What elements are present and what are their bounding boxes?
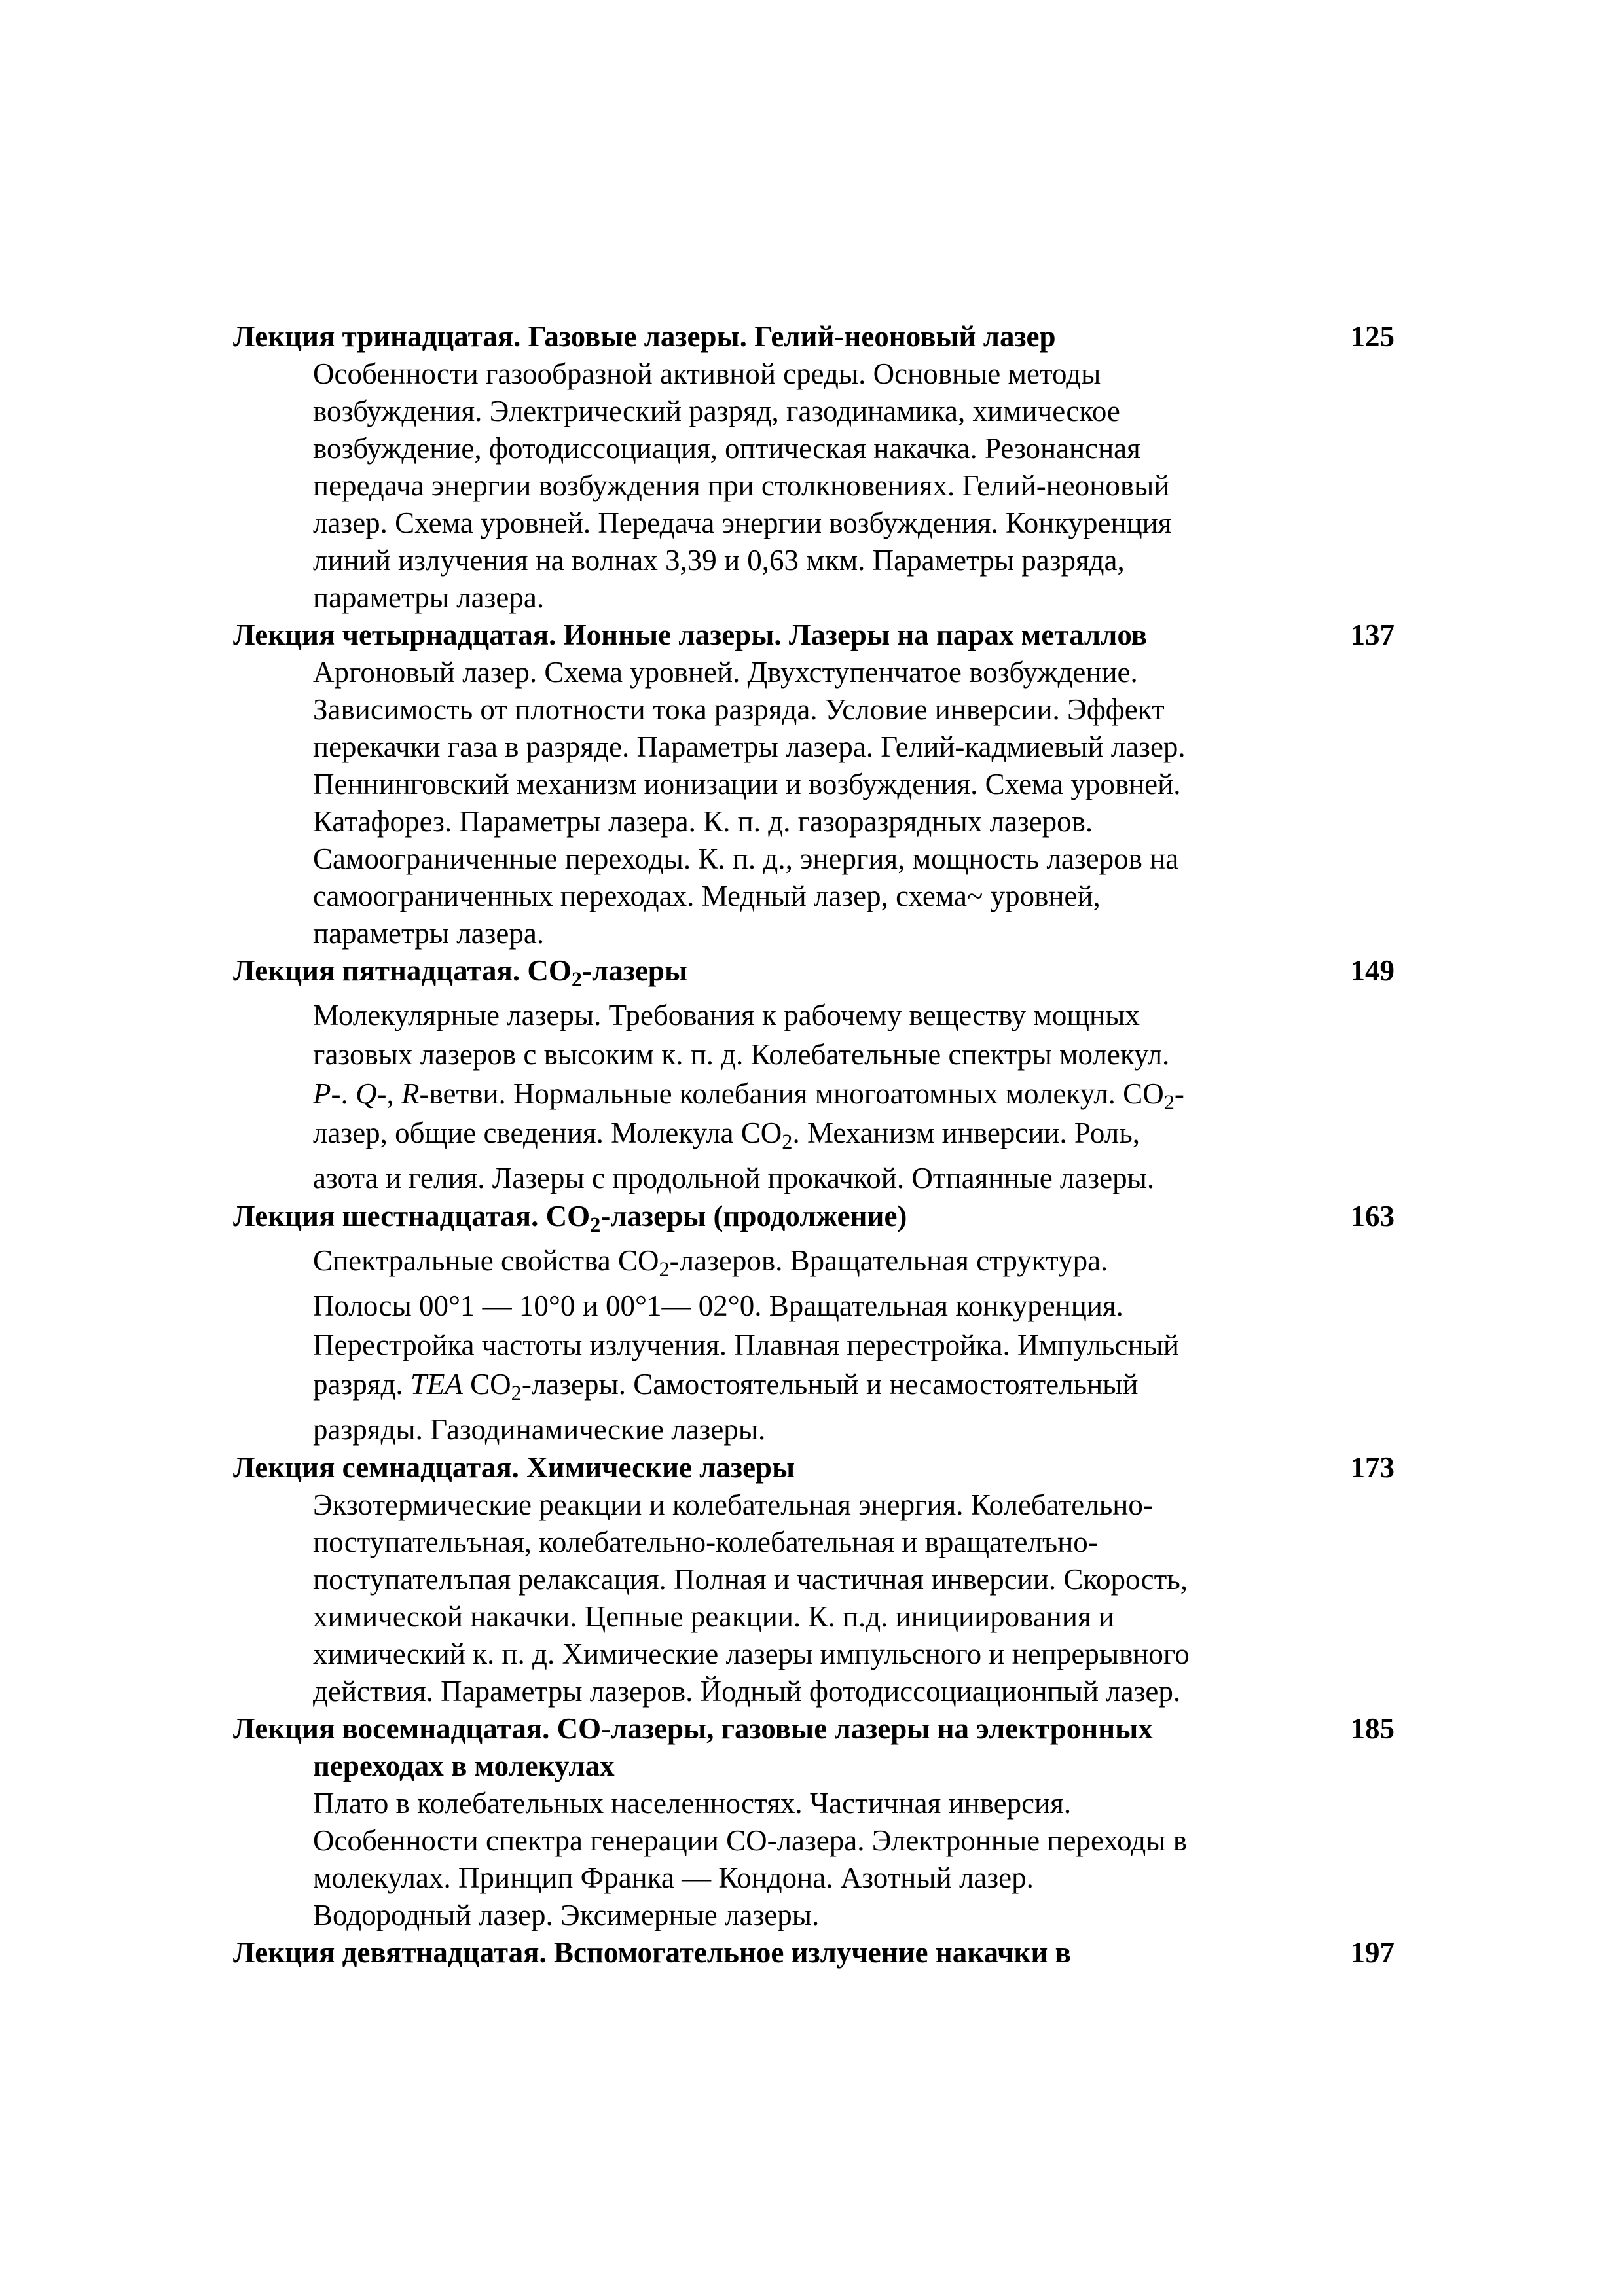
toc-entry-lecture-18 (233, 1710, 1395, 1934)
toc-entry-title[interactable] (233, 952, 1395, 990)
toc-entry-title[interactable] (233, 318, 1395, 355)
description-line: параметры лазера. (313, 917, 545, 950)
page-number: 137 (1350, 619, 1395, 651)
description-line: лазер, общие сведения. Молекула $CO_2$. Механизм инверсии. Роль, (313, 1117, 1140, 1155)
entry-title-text: Лекция тринадцатая. Газовые лазеры. Гелий-неоновый лазер (233, 320, 1056, 353)
description-line: Пеннинговский механизм ионизации и возбуждения. Схема уровней. (313, 768, 1181, 800)
toc-entry-title[interactable] (233, 1710, 1395, 1785)
description-line: линий излучения на волнах 3,39 и 0,63 мкм. Параметры разряда, (313, 544, 1125, 577)
toc-entry-description (313, 1241, 1395, 1449)
description-line: Самоограниченные переходы. К. п. д., энергия, мощность лазеров на (313, 842, 1179, 875)
toc-entry-title[interactable] (233, 1449, 1395, 1486)
toc-entry-lecture-15 (233, 952, 1395, 1198)
page-number: 149 (1350, 954, 1395, 987)
page-number: 185 (1350, 1712, 1395, 1745)
toc-entry-lecture-13 (233, 318, 1395, 617)
description-line: перекачки газа в разряде. Параметры лазера. Гелий-кадмиевый лазер. (313, 730, 1186, 763)
description-line: азота и гелия. Лазеры с продольной прокачкой. Отпаянные лазеры. (313, 1162, 1155, 1194)
toc-entry-lecture-17 (233, 1449, 1395, 1710)
entry-title-text: Лекция четырнадцатая. Ионные лазеры. Лазеры на парах металлов (233, 619, 1148, 651)
toc-entry-description (313, 355, 1395, 617)
entry-title-text: Лекция девятнадцатая. Вспомогательное излучение накачки в (233, 1936, 1071, 1969)
description-line: параметры лазера. (313, 581, 545, 614)
description-line: самоограниченных переходах. Медный лазер, схема~ уровней, (313, 880, 1101, 912)
description-line: разряд. TEA $CO_2$-лазеры. Самостоятельный и несамостоятельный (313, 1368, 1139, 1406)
description-line: лазер. Схема уровней. Передача энергии возбуждения. Конкуренция (313, 507, 1172, 539)
description-line: Водородный лазер. Эксимерные лазеры. (313, 1899, 820, 1931)
description-line: поступательъная, колебательно-колебательная и вращателъно- (313, 1526, 1098, 1558)
description-line: Зависимость от плотности тока разряда. Условие инверсии. Эффект (313, 693, 1165, 726)
page-number: 125 (1350, 320, 1395, 353)
entry-title-text: Лекция восемнадцатая. CO-лазеры, газовые лазеры на электронных (233, 1712, 1153, 1745)
description-line: Плато в колебательных населенностях. Частичная инверсия. (313, 1787, 1072, 1820)
toc-entry-lecture-19 (233, 1934, 1395, 1971)
description-line: передача энергии возбуждения при столкновениях. Гелий-неоновый (313, 469, 1170, 502)
toc-entry-description (313, 654, 1395, 952)
description-line: газовых лазеров с высоким к. п. д. Колебательные спектры молекул. (313, 1038, 1170, 1071)
description-line: P-. Q-, R-ветви. Нормальные колебания многоатомных молекул. $CO_2-$ (313, 1077, 1184, 1115)
toc-entry-title[interactable] (233, 1198, 1395, 1238)
description-line: Экзотермические реакции и колебательная энергия. Колебательно- (313, 1488, 1153, 1521)
description-line: Перестройка частоты излучения. Плавная перестройка. Импульсный (313, 1329, 1179, 1361)
page-number: 197 (1350, 1936, 1395, 1969)
page-number: 163 (1350, 1200, 1395, 1232)
toc-entry-title[interactable] (233, 617, 1395, 654)
description-line: Молекулярные лазеры. Требования к рабочему веществу мощных (313, 999, 1140, 1031)
toc-entry-title[interactable] (233, 1934, 1395, 1971)
entry-title-text: Лекция семнадцатая. Химические лазеры (233, 1451, 795, 1484)
description-line: химический к. п. д. Химические лазеры импульсного и непрерывного (313, 1638, 1190, 1670)
toc-entry-description (313, 1785, 1395, 1934)
entry-title-text: Лекция пятнадцатая. $CO_2$-лазеры (233, 954, 688, 992)
description-line: химической накачки. Цепные реакции. К. п.д. инициирования и (313, 1600, 1114, 1633)
toc-entry-description (313, 1486, 1395, 1710)
description-line: возбуждения. Электрический разряд, газодинамика, химическое (313, 395, 1120, 427)
description-line: разряды. Газодинамические лазеры. (313, 1413, 766, 1446)
toc-entry-description (313, 996, 1395, 1198)
description-line: Спектральные свойства $CO_2$-лазеров. Вращательная структура. (313, 1244, 1108, 1282)
description-line: Катафорез. Параметры лазера. К. п. д. газоразрядных лазеров. (313, 805, 1093, 838)
description-line: Аргоновый лазер. Схема уровней. Двухступенчатое возбуждение. (313, 656, 1138, 689)
entry-title-text: Лекция шестнадцатая. $CO_2$-лазеры (продолжение) (233, 1200, 907, 1238)
description-line: Полосы 00°1 — 10°0 и 00°1— 02°0. Вращательная конкуренция. (313, 1289, 1123, 1322)
toc-entry-lecture-14 (233, 617, 1395, 952)
toc-entry-lecture-16 (233, 1198, 1395, 1449)
description-line: Особенности газообразной активной среды. Основные методы (313, 357, 1101, 390)
page-number: 173 (1350, 1451, 1395, 1484)
description-line: действия. Параметры лазеров. Йодный фотодиссоциационпый лазер. (313, 1675, 1181, 1708)
description-line: Особенности спектра генерации CO-лазера. Электронные переходы в (313, 1824, 1187, 1857)
description-line: возбуждение, фотодиссоциация, оптическая накачка. Резонансная (313, 432, 1140, 465)
description-line: поступателъпая релаксация. Полная и частичная инверсии. Скорость, (313, 1563, 1188, 1596)
table-of-contents (233, 318, 1395, 1971)
description-line: молекулах. Принцип Франка — Кондона. Азотный лазер. (313, 1861, 1034, 1894)
entry-title-text: переходах в молекулах (313, 1749, 615, 1782)
